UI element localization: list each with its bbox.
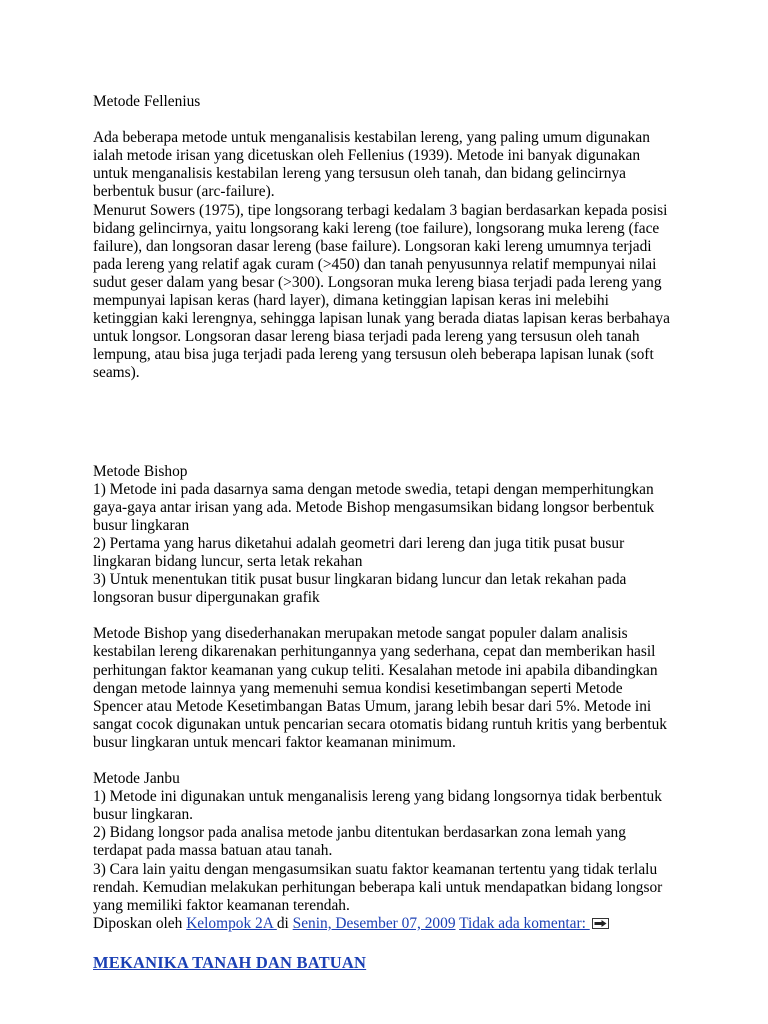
text-line: sangat cocok digunakan untuk pencarian secara otomatis bidang runtuh kritis yang berbentuk [93, 715, 667, 733]
text-line: 2) Pertama yang harus diketahui adalah geometri dari lereng dan juga titik pusat busur [93, 534, 625, 552]
text-line: 3) Cara lain yaitu dengan mengasumsikan suatu faktor keamanan tertentu yang tidak terlalu [93, 860, 658, 878]
text-line: busur lingkaran. [93, 806, 194, 824]
text-line: ialah metode irisan yang dicetuskan oleh Fellenius (1939). Metode ini banyak digunakan [93, 147, 641, 165]
text-line: perhitungan faktor keamanan yang cukup teliti. Kesalahan metode ini apabila dibandingkan [93, 661, 658, 679]
text-line: kestabilan lereng dikarenakan perhitungannya yang sederhana, cepat dan memberikan hasil [93, 643, 656, 661]
text-line: ketinggian kaki lerengnya, sehingga lapisan lunak yang berada diatas lapisan keras berbahaya [93, 310, 670, 328]
bishop-paragraph [93, 625, 683, 752]
text-line: Metode Bishop yang disederhanakan merupakan metode sangat populer dalam analisis [93, 625, 628, 643]
spacer [93, 111, 683, 129]
text-line: lempung, atau bisa juga terjadi pada lereng yang tersusun oleh beberapa lapisan lunak (soft [93, 346, 654, 364]
text-line: 1) Metode ini digunakan untuk menganalisis lereng yang bidang longsornya tidak berbentuk [93, 788, 662, 806]
text-line: untuk menganalisis kestabilan lereng yang tersusun oleh tanah, dan bidang gelincirnya [93, 165, 626, 183]
text-line: busur lingkaran untuk mencari faktor keamanan minimum. [93, 733, 456, 751]
text-line: rendah. Kemudian melakukan perhitungan beberapa kali untuk mendapatkan bidang longsor [93, 878, 663, 896]
text-line: seams). [93, 364, 140, 382]
text-line: busur lingkaran [93, 516, 190, 534]
spacer [93, 752, 683, 770]
spacer [93, 607, 683, 625]
janbu-list [93, 788, 683, 915]
text-line: lingkaran bidang luncur, serta letak rekahan [93, 552, 363, 570]
text-line: mempunyai lapisan keras (hard layer), dimana ketinggian lapisan keras ini melebihi [93, 292, 609, 310]
spacer [93, 383, 683, 463]
posted-by-label: Diposkan oleh [93, 914, 187, 932]
text-line: bidang gelincirnya, yaitu longsorang kaki lereng (toe failure), longsorang muka lereng (face [93, 219, 660, 237]
text-line: failure), dan longsoran dasar lereng (base failure). Longsoran kaki lereng umumnya terjadi [93, 237, 652, 255]
text-line: gaya-gaya antar irisan yang ada. Metode Bishop mengasumsikan bidang longsor berbentuk [93, 498, 655, 516]
text-line: sudut geser dalam yang besar (>300). Longsoran muka lereng biasa terjadi pada lereng yang [93, 273, 662, 291]
email-post-icon[interactable] [592, 916, 609, 927]
text-line: longsoran busur dipergunakan grafik [93, 589, 320, 607]
text-line: dengan metode lainnya yang memenuhi semua kondisi kesetimbangan seperti Metode [93, 679, 623, 697]
post-date-link[interactable]: Senin, Desember 07, 2009 [292, 914, 456, 932]
text-line: 2) Bidang longsor pada analisa metode janbu ditentukan berdasarkan zona lemah yang [93, 824, 626, 842]
janbu-heading: Metode Janbu [93, 770, 180, 788]
text-line: untuk longsor. Longsoran dasar lereng biasa terjadi pada lereng yang tersusun oleh tanah [93, 328, 640, 346]
bishop-heading: Metode Bishop [93, 462, 188, 480]
text-line: 1) Metode ini pada dasarnya sama dengan metode swedia, tetapi dengan memperhitungkan [93, 480, 654, 498]
text-line: Ada beberapa metode untuk menganalisis kestabilan lereng, yang paling umum digunakan [93, 129, 650, 147]
text-line: pada lereng yang relatif agak curam (>450) dan tanah penyusunnya relatif mempunyai nilai [93, 255, 657, 273]
comments-link[interactable]: Tidak ada komentar: [459, 914, 590, 932]
bishop-list [93, 481, 683, 608]
text-line: yang memiliki faktor keamanan terendah. [93, 896, 350, 914]
post-footer [93, 915, 683, 935]
text-line: Menurut Sowers (1975), tipe longsorang terbagi kedalam 3 bagian berdasarkan kepada posisi [93, 201, 668, 219]
text-line: Spencer atau Metode Kesetimbangan Batas Umum, jarang lebih besar dari 5%. Metode ini [93, 697, 652, 715]
blog-post-body [93, 93, 683, 973]
text-line: berbentuk busur (arc-failure). [93, 183, 275, 201]
author-link[interactable]: Kelompok 2A [186, 914, 277, 932]
fellenius-heading: Metode Fellenius [93, 93, 201, 110]
fellenius-paragraph [93, 129, 683, 382]
text-line: terdapat pada massa batuan atau tanah. [93, 842, 333, 860]
at-label: di [276, 914, 293, 932]
text-line: 3) Untuk menentukan titik pusat busur lingkaran bidang luncur dan letak rekahan pada [93, 571, 627, 589]
next-post-title-link[interactable]: MEKANIKA TANAH DAN BATUAN [93, 952, 367, 972]
